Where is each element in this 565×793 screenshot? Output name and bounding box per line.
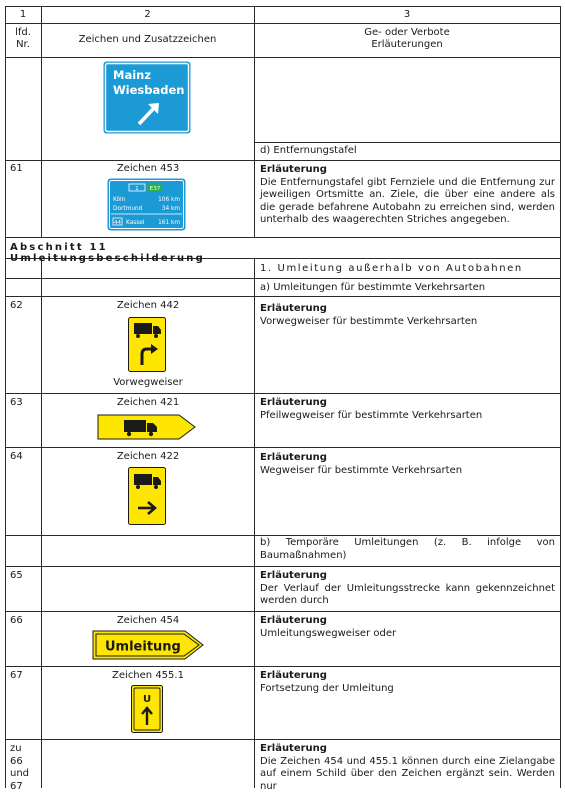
badge3-text: 44 — [114, 220, 121, 226]
board-dist2: 34 km — [162, 206, 181, 212]
table-rule — [5, 393, 560, 394]
row-number: 66 — [10, 615, 40, 627]
board-dist3: 161 km — [158, 220, 180, 226]
explanation-line: Pfeilwegweiser für bestimmte Verkehrsarten — [260, 410, 555, 423]
sign-caption: Zeichen 453 — [42, 163, 254, 175]
header-zeichen: Zeichen und Zusatzzeichen — [41, 34, 254, 45]
entfernungstafel-label: d) Entfernungstafel — [260, 145, 555, 158]
table-rule — [5, 237, 560, 238]
explanation-heading: Erläuterung — [260, 615, 555, 628]
explanation-line: Umleitungswegweiser oder — [260, 628, 555, 641]
header-col2: 2 — [41, 9, 254, 20]
explanation-line: Vorwegweiser für bestimmte Verkehrsarten — [260, 316, 555, 329]
explanation-line: Die Entfernungstafel gibt Fernziele und die Entfernung zur — [260, 177, 555, 190]
explanation-zu-66-67 — [260, 743, 555, 793]
detour-arrow-sign — [92, 630, 205, 660]
explanation-line: auf einem Schild über den Zeichen ergänzt sein. Werden nur — [260, 768, 555, 793]
explanation-line: werden durch — [260, 595, 555, 608]
section-heading: Abschnitt 11 Umleitungsbeschilderung — [10, 242, 205, 264]
explanation-line: die gerade befahrene Autobahn zu erreichen sind, werden — [260, 202, 555, 215]
explanation-line: unterhalb des waagerechten Striches angegeben. — [260, 214, 555, 227]
explanation-62 — [260, 303, 555, 328]
explanation-61 — [260, 164, 555, 227]
table-rule — [5, 160, 560, 161]
explanation-66 — [260, 615, 555, 640]
explanation-heading: Erläuterung — [260, 303, 555, 316]
explanation-heading: Erläuterung — [260, 670, 555, 683]
table-rule — [5, 739, 560, 740]
truck-route-advance-sign — [128, 317, 166, 372]
sign-caption: Zeichen 455.1 — [42, 670, 254, 682]
table-rule — [5, 447, 560, 448]
sign-caption: Zeichen 421 — [42, 397, 254, 409]
header-lfd-nr — [5, 27, 41, 51]
board-city3: Kassel — [126, 220, 145, 226]
table-rule — [5, 535, 560, 536]
explanation-line: Die Zeichen 454 und 455.1 können durch eine Zielangabe — [260, 756, 555, 769]
row-number: 67 — [10, 670, 40, 682]
sign-subcaption: Vorwegweiser — [42, 377, 254, 389]
badge1-text: 1 — [135, 186, 139, 192]
direction-sign-blue — [103, 61, 191, 134]
board-city2: Dortmund — [113, 206, 143, 212]
explanation-heading: Erläuterung — [260, 397, 555, 410]
explanation-64 — [260, 452, 555, 477]
table-border — [5, 237, 6, 788]
sign-line2: Wiesbaden — [113, 83, 184, 97]
explanation-63 — [260, 397, 555, 422]
subsection-1: 1. Umleitung außerhalb von Autobahnen — [260, 263, 555, 276]
subsection-1b-line1: b) Temporäre Umleitungen (z. B. infolge von — [260, 537, 555, 550]
truck-arrow-sign — [97, 414, 197, 440]
detour-letter: U — [143, 694, 151, 705]
explanation-heading: Erläuterung — [260, 570, 555, 583]
row-number: 61 — [10, 163, 40, 175]
table-border — [254, 258, 255, 788]
explanation-line: Wegweiser für bestimmte Verkehrsarten — [260, 465, 555, 478]
subsection-1a: a) Umleitungen für bestimmte Verkehrsarten — [260, 282, 555, 295]
table-border — [560, 237, 561, 788]
table-rule — [5, 57, 560, 58]
subsection-1b-line2: Baumaßnahmen) — [260, 550, 555, 563]
badge2-text: E37 — [150, 186, 161, 192]
explanation-65 — [260, 570, 555, 608]
row-number: 65 — [10, 570, 40, 582]
header-gebote-line1: Ge- oder Verbote — [254, 27, 560, 39]
row-number: 63 — [10, 397, 40, 409]
explanation-heading: Erläuterung — [260, 452, 555, 465]
board-city1: Köln — [113, 197, 126, 203]
table-rule — [5, 566, 560, 567]
table-rule — [5, 23, 560, 24]
row-number-line: 66 — [10, 756, 40, 769]
header-col1: 1 — [5, 9, 41, 20]
sign-caption: Zeichen 442 — [42, 300, 254, 312]
explanation-line: jeweiligen Ortsmitte an. Ziele, die über eine andere als — [260, 189, 555, 202]
board-dist1: 106 km — [158, 197, 180, 203]
header-lfd: lfd. — [5, 27, 41, 39]
explanation-67 — [260, 670, 555, 695]
table-rule — [5, 296, 560, 297]
explanation-heading: Erläuterung — [260, 164, 555, 177]
table-rule — [5, 278, 560, 279]
row-number-multiline — [10, 743, 40, 793]
detour-continuation-sign — [131, 685, 163, 733]
table-border — [41, 258, 42, 788]
header-gebote-line2: Erläuterungen — [254, 39, 560, 51]
detour-sign-text: Umleitung — [105, 640, 181, 655]
table-rule — [5, 611, 560, 612]
sign-caption: Zeichen 422 — [42, 451, 254, 463]
sign-caption: Zeichen 454 — [42, 615, 254, 627]
row-number: 64 — [10, 451, 40, 463]
table-rule — [5, 666, 560, 667]
header-col3: 3 — [254, 9, 560, 20]
explanation-heading: Erläuterung — [260, 743, 555, 756]
header-nr: Nr. — [5, 39, 41, 51]
table-rule — [254, 142, 560, 143]
sign-background — [98, 415, 195, 439]
truck-route-sign — [128, 467, 166, 525]
row-number-line: zu — [10, 743, 40, 756]
header-gebote — [254, 27, 560, 51]
row-number-line: und — [10, 768, 40, 781]
row-number-line: 67 — [10, 781, 40, 793]
explanation-line: Fortsetzung der Umleitung — [260, 683, 555, 696]
table-rule — [5, 6, 560, 7]
distance-board-sign — [107, 178, 186, 231]
row-number: 62 — [10, 300, 40, 312]
sign-line1: Mainz — [113, 68, 151, 82]
explanation-line: Der Verlauf der Umleitungsstrecke kann gekennzeichnet — [260, 583, 555, 596]
subsection-1b — [260, 537, 555, 562]
table-border — [560, 6, 561, 237]
